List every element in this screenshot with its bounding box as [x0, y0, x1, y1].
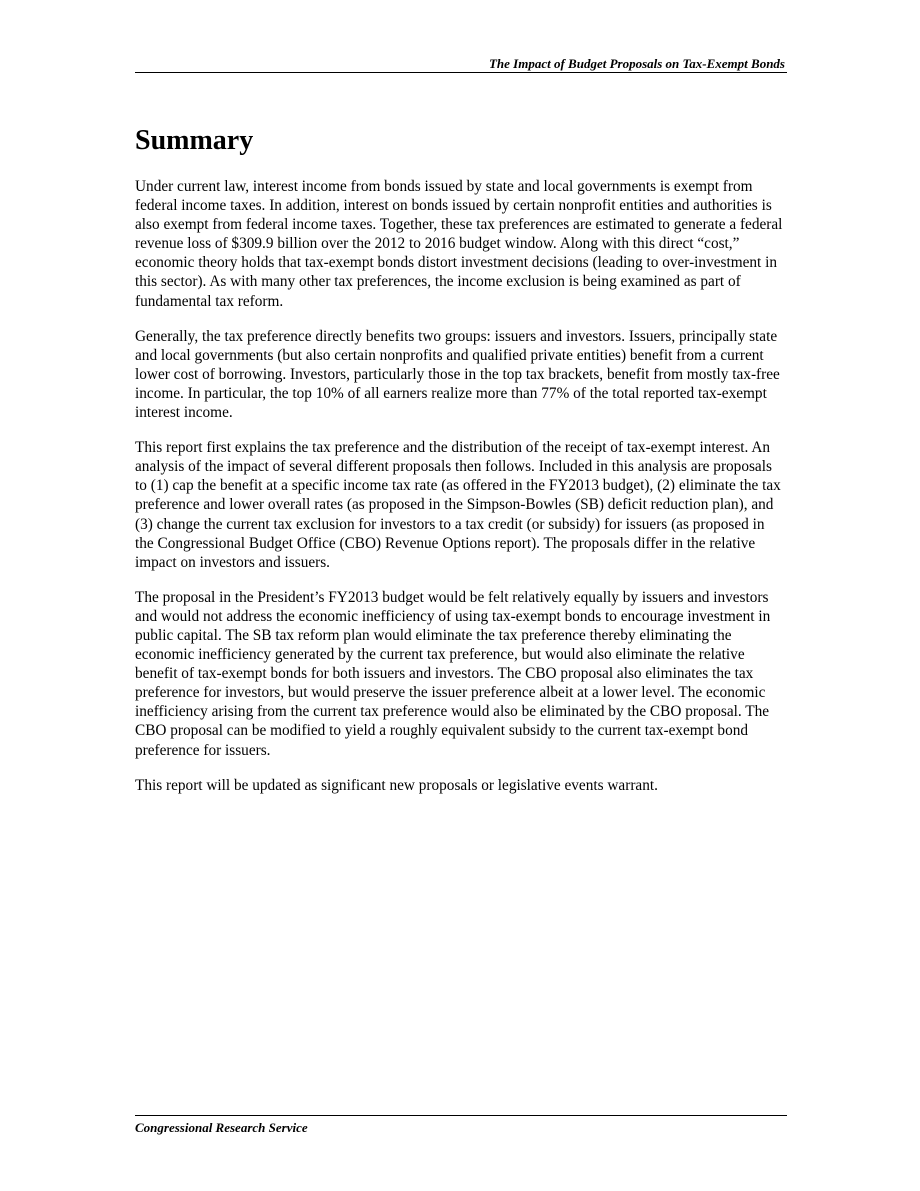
- paragraph-1: Under current law, interest income from bonds issued by state and local governments is exempt from federal income taxes. In addition, interest on bonds issued by certain nonprofit entities and authorities is also exempt from federal income taxes. Together, these tax preferences are estimated to generate a federal revenue loss of $309.9 billion over the 2012 to 2016 budget window. Along with this direct “cost,” economic theory holds that tax-exempt bonds distort investment decisions (leading to over-investment in this sector). As with many other tax preferences, the income exclusion is being examined as part of fundamental tax reform.: [135, 178, 783, 310]
- paragraph-4: The proposal in the President’s FY2013 budget would be felt relatively equally by issuers and investors and would not address the economic inefficiency of using tax-exempt bonds to encourage investment in public capital. The SB tax reform plan would eliminate the tax preference thereby eliminating the economic inefficiency generated by the current tax preference, but would also eliminate the relative benefit of tax-exempt bonds for both issuers and investors. The CBO proposal also eliminates the tax preference for investors, but would preserve the issuer preference albeit at a lower level. The economic inefficiency arising from the current tax preference would also be eliminated by the CBO proposal. The CBO proposal can be modified to yield a roughly equivalent subsidy to the current tax-exempt bond preference for issuers.: [135, 588, 771, 759]
- footer-rule: [135, 1115, 787, 1116]
- footer-text: Congressional Research Service: [135, 1120, 308, 1135]
- page-title: Summary: [135, 125, 254, 156]
- paragraph-5: This report will be updated as significant new proposals or legislative events warrant.: [135, 776, 658, 794]
- header-rule: [135, 72, 787, 73]
- paragraph-3: This report first explains the tax preference and the distribution of the receipt of tax-exempt interest. An analysis of the impact of several different proposals then follows. Included in this analysis are proposals to (1) cap the benefit at a specific income tax rate (as offered in the FY2013 budget), (2) eliminate the tax preference and lower overall rates (as proposed in the Simpson-Bowles (SB) deficit reduction plan), and (3) change the current tax exclusion for investors to a tax credit (or subsidy) for issuers (as proposed in the Congressional Budget Office (CBO) Revenue Options report). The proposals differ in the relative impact on investors and issuers.: [135, 439, 781, 571]
- running-header-title: The Impact of Budget Proposals on Tax-Exempt Bonds: [488, 56, 785, 71]
- summary-body: [135, 177, 787, 811]
- paragraph-2: Generally, the tax preference directly benefits two groups: issuers and investors. Issuers, principally state and local governments (but also certain nonprofits and qualified private entities) benefit from a current lower cost of borrowing. Investors, particularly those in the top tax brackets, benefit from mostly tax-free income. In particular, the top 10% of all earners realize more than 77% of the total reported tax-exempt interest income.: [135, 327, 780, 422]
